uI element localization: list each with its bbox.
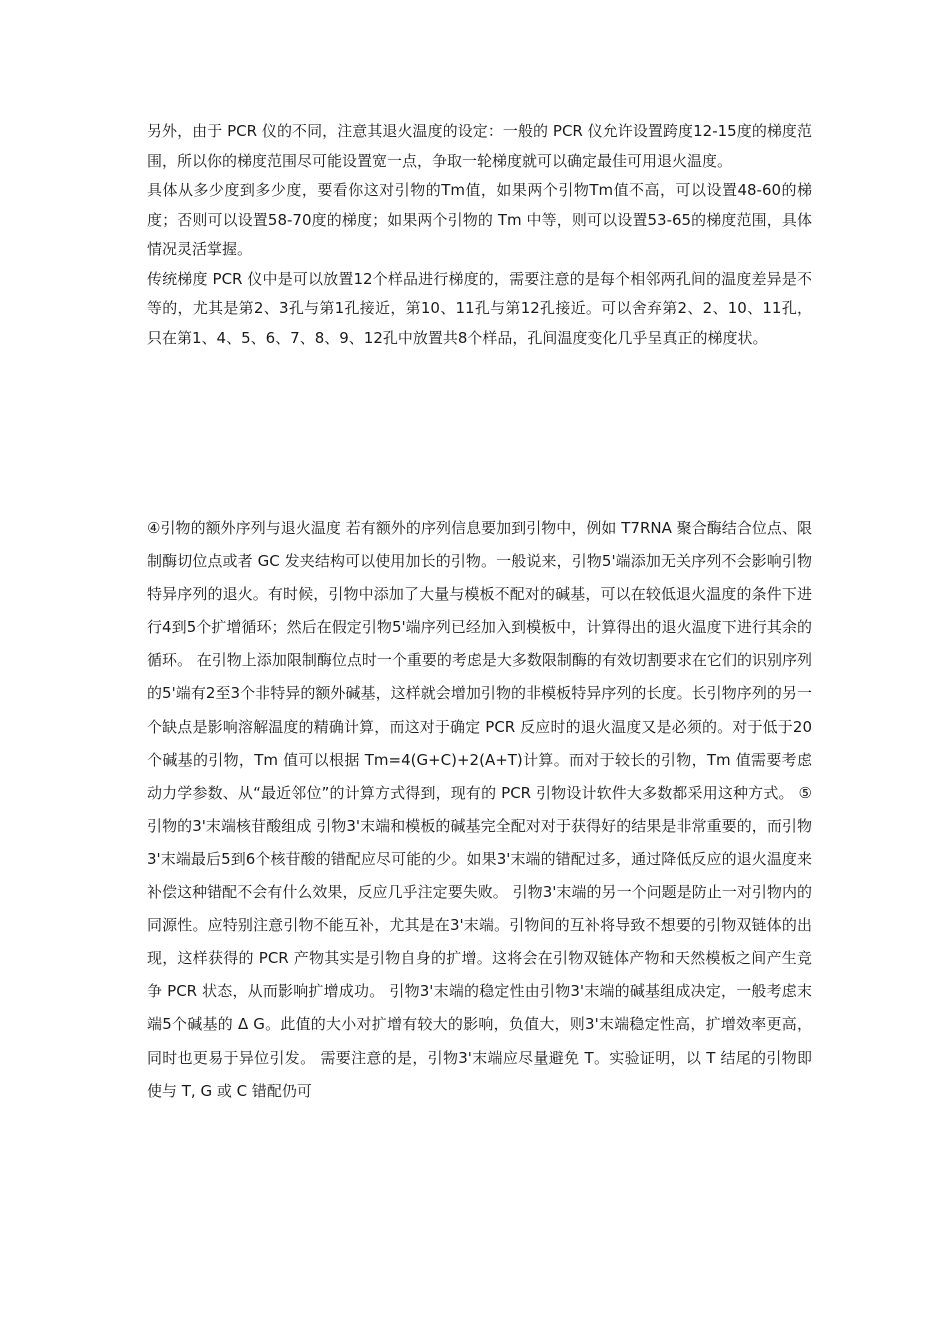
gradient-pcr-section (147, 117, 812, 353)
paragraph-gradient-range: 另外，由于 PCR 仪的不同，注意其退火温度的设定：一般的 PCR 仪允许设置跨度12-15度的梯度范围，所以你的梯度范围尽可能设置宽一点，争取一轮梯度就可以确定最佳可用退火温度。 (147, 122, 812, 170)
primer-design-section: ④引物的额外序列与退火温度 若有额外的序列信息要加到引物中，例如 T7RNA 聚合酶结合位点、限制酶切位点或者 GC 发夹结构可以使用加长的引物。一般说来，引物5'端添加无关序列不会影响引物特异序列的退火。有时候，引物中添加了大量与模板不配对的碱基，可以在较低退火温度的条件下进行4到5个扩增循环；然后在假定引物5'端序列已经加入到模板中，计算得出的退火温度下进行其余的循环。 在引物上添加限制酶位点时一个重要的考虑是大多数限制酶的有效切割要求在它们的识别序列的5'端有2至3个非特异的额外碱基，这样就会增加引物的非模板特异序列的长度。长引物序列的另一个缺点是影响溶解温度的精确计算，而这对于确定 PCR 反应时的退火温度又是必须的。对于低于20个碱基的引物，Tm 值可以根据 Tm=4(G+C)+2(A+T)计算。而对于较长的引物，Tm 值需要考虑动力学参数、从“最近邻位”的计算方式得到，现有的 PCR 引物设计软件大多数都采用这种方式。 ⑤引物的3'末端核苷酸组成 引物3'末端和模板的碱基完全配对对于获得好的结果是非常重要的，而引物3'末端最后5到6个核苷酸的错配应尽可能的少。如果3'末端的错配过多，通过降低反应的退火温度来补偿这种错配不会有什么效果，反应几乎注定要失败。 引物3'末端的另一个问题是防止一对引物内的同源性。应特别注意引物不能互补，尤其是在3'末端。引物间的互补将导致不想要的引物双链体的出现，这样获得的 PCR 产物其实是引物自身的扩增。这将会在引物双链体产物和天然模板之间产生竞争 PCR 状态，从而影响扩增成功。 引物3'末端的稳定性由引物3'末端的碱基组成决定，一般考虑末端5个碱基的 Δ G。此值的大小对扩增有较大的影响，负值大，则3'末端稳定性高，扩增效率更高，同时也更易于异位引发。 需要注意的是，引物3'末端应尽量避免 T。实验证明，以 T 结尾的引物即使与 T, G 或 C 错配仍可 (147, 519, 812, 1100)
paragraph-tm-range: 具体从多少度到多少度，要看你这对引物的Tm值，如果两个引物Tm值不高，可以设置48-60的梯度；否则可以设置58-70度的梯度；如果两个引物的 Tm 中等，则可以设置53-65的梯度范围，具体情况灵活掌握。 (147, 181, 812, 258)
paragraph-sample-wells: 传统梯度 PCR 仪中是可以放置12个样品进行梯度的，需要注意的是每个相邻两孔间的温度差异是不等的，尤其是第2、3孔与第1孔接近，第10、11孔与第12孔接近。可以舍弃第2、2、10、11孔，只在第1、4、5、6、7、8、9、12孔中放置共8个样品，孔间温度变化几乎呈真正的梯度状。 (147, 269, 812, 347)
